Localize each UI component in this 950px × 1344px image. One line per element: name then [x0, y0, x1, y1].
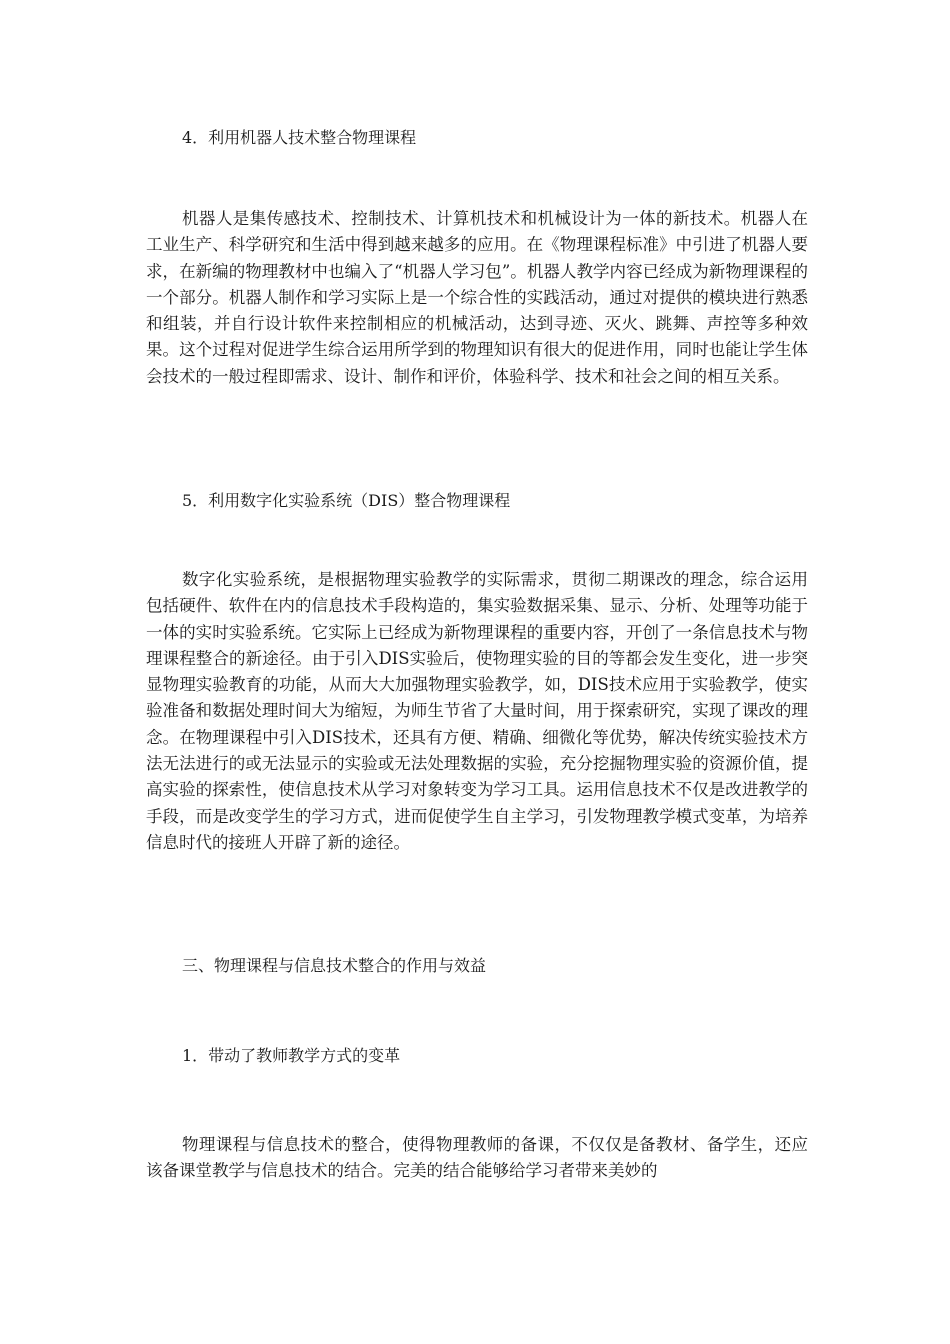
heading-teaching-method-change: 1．带动了教师教学方式的变革: [182, 1046, 401, 1065]
paragraph-robot-technology: 机器人是集传感技术、控制技术、计算机技术和机械设计为一体的新技术。机器人在工业生产、科学研究和生活中得到越来越多的应用。在《物理课程标准》中引进了机器人要求，在新编的物理教材中也编入了“机器人学习包”。机器人教学内容已经成为新物理课程的一个部分。机器人制作和学习实际上是一个综合性的实践活动，通过对提供的模块进行熟悉和组装，并自行设计软件来控制相应的机械活动，达到寻迹、灭火、跳舞、声控等多种效果。这个过程对促进学生综合运用所学到的物理知识有很大的促进作用，同时也能让学生体会技术的一般过程即需求、设计、制作和评价，体验科学、技术和社会之间的相互关系。: [146, 209, 808, 386]
heading-dis-system: 5．利用数字化实验系统（DIS）整合物理课程: [182, 491, 511, 510]
paragraph-teaching-method-change: 物理课程与信息技术的整合，使得物理教师的备课，不仅仅是备教材、备学生，还应该备课堂教学与信息技术的结合。完美的结合能够给学习者带来美妙的: [146, 1135, 808, 1181]
heading-robot-technology: 4．利用机器人技术整合物理课程: [182, 128, 417, 147]
paragraph-dis-system: 数字化实验系统，是根据物理实验教学的实际需求，贯彻二期课改的理念，综合运用包括硬件、软件在内的信息技术手段构造的，集实验数据采集、显示、分析、处理等功能于一体的实时实验系统。它实际上已经成为新物理课程的重要内容，开创了一条信息技术与物理课程整合的新途径。由于引入DIS实验后，使物理实验的目的等都会发生变化，进一步突显物理实验教育的功能，从而大大加强物理实验教学，如，DIS技术应用于实验教学，使实验准备和数据处理时间大为缩短，为师生节省了大量时间，用于探索研究，实现了课改的理念。在物理课程中引入DIS技术，还具有方便、精确、细微化等优势，解决传统实验技术方法无法进行的或无法显示的实验或无法处理数据的实验，充分挖掘物理实验的资源价值，提高实验的探索性，使信息技术从学习对象转变为学习工具。运用信息技术不仅是改进教学的手段，而是改变学生的学习方式，进而促使学生自主学习，引发物理教学模式变革，为培养信息时代的接班人开辟了新的途径。: [146, 570, 808, 852]
section-heading-effects-benefits: 三、物理课程与信息技术整合的作用与效益: [182, 956, 487, 975]
